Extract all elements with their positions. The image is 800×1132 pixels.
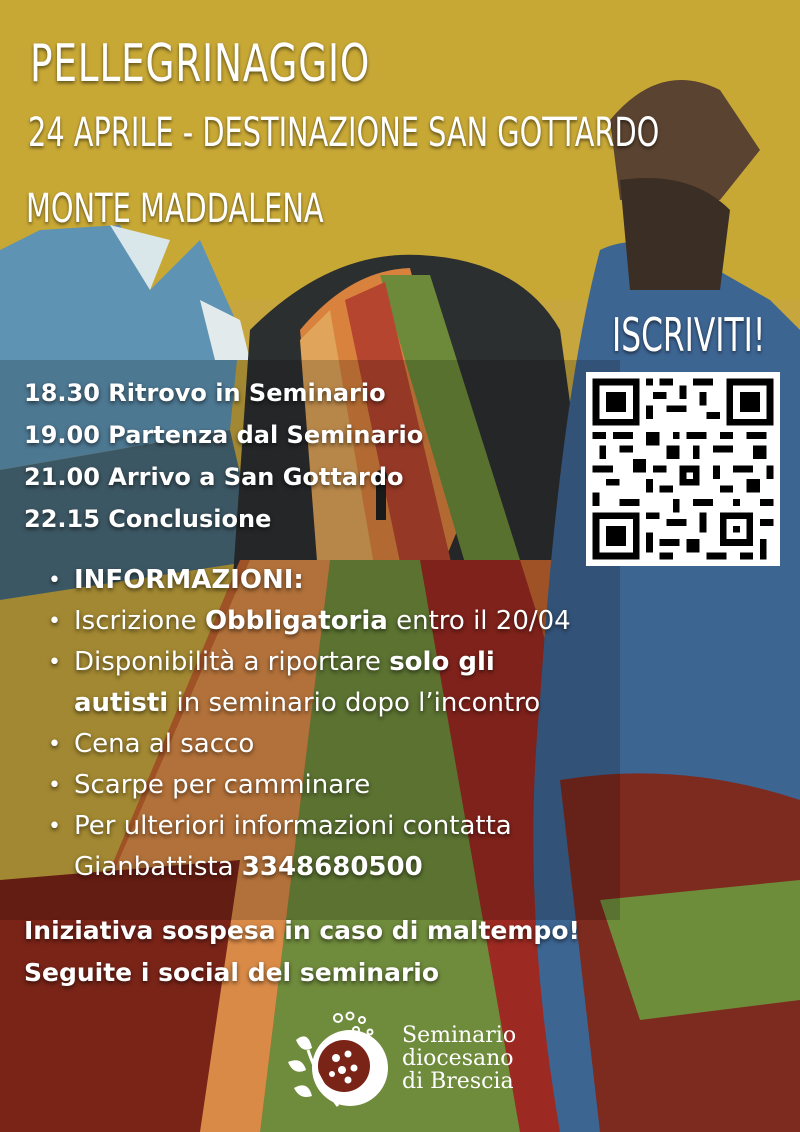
info-item-contact-cont xyxy=(48,847,571,888)
signup-qr-code[interactable] xyxy=(586,372,780,566)
logo-line: di Brescia xyxy=(402,1069,514,1094)
schedule-list xyxy=(24,372,423,540)
info-heading-item xyxy=(48,560,571,601)
bullet-icon: • xyxy=(48,568,61,593)
info-item-contact xyxy=(48,806,571,847)
logo-line: Seminario xyxy=(402,1023,517,1048)
info-text: in seminario dopo l’incontro xyxy=(168,688,541,718)
info-text: Cena al sacco xyxy=(74,729,255,759)
seminary-logo-icon xyxy=(278,1010,398,1120)
info-item-dinner xyxy=(48,724,571,765)
bullet-icon: • xyxy=(48,609,61,634)
bullet-icon: • xyxy=(48,650,61,675)
bullet-icon: • xyxy=(48,732,61,757)
info-emphasis: autisti xyxy=(74,688,169,718)
schedule-item: 22.15 Conclusione xyxy=(24,505,272,533)
logo-line: diocesano xyxy=(402,1046,514,1071)
info-text: Disponibilità a riportare xyxy=(74,647,390,677)
schedule-item: 21.00 Arrivo a San Gottardo xyxy=(24,463,404,491)
weather-notice: Iniziativa sospesa in caso di maltempo! xyxy=(24,916,580,945)
info-emphasis: Obbligatoria xyxy=(204,606,388,636)
info-item-registration xyxy=(48,601,571,642)
schedule-item: 18.30 Ritrovo in Seminario xyxy=(24,379,386,407)
info-item-shoes xyxy=(48,765,571,806)
info-list xyxy=(48,560,571,888)
bullet-icon: • xyxy=(48,814,61,839)
info-item-drivers xyxy=(48,642,571,683)
info-heading: INFORMAZIONI: xyxy=(74,565,304,595)
poster-title: PELLEGRINAGGIO xyxy=(30,34,371,94)
social-notice: Seguite i social del seminario xyxy=(24,958,440,987)
info-text: Iscrizione xyxy=(74,606,205,636)
schedule-item: 19.00 Partenza dal Seminario xyxy=(24,421,424,449)
info-text: Per ulteriori informazioni contatta xyxy=(74,811,512,841)
info-text: entro il 20/04 xyxy=(387,606,571,636)
poster-subtitle: 24 APRILE - DESTINAZIONE SAN GOTTARDO xyxy=(28,110,660,156)
signup-label: ISCRIVITI! xyxy=(612,308,766,362)
info-text: Gianbattista xyxy=(74,852,242,882)
poster-place: MONTE MADDALENA xyxy=(26,186,324,232)
info-item-drivers-cont xyxy=(48,683,571,724)
info-text: Scarpe per camminare xyxy=(74,770,371,800)
info-emphasis: solo gli xyxy=(389,647,495,677)
bullet-icon: • xyxy=(48,773,61,798)
notice-block xyxy=(24,910,580,994)
contact-phone[interactable]: 3348680500 xyxy=(241,852,423,882)
seminary-logo-text xyxy=(402,1024,516,1093)
